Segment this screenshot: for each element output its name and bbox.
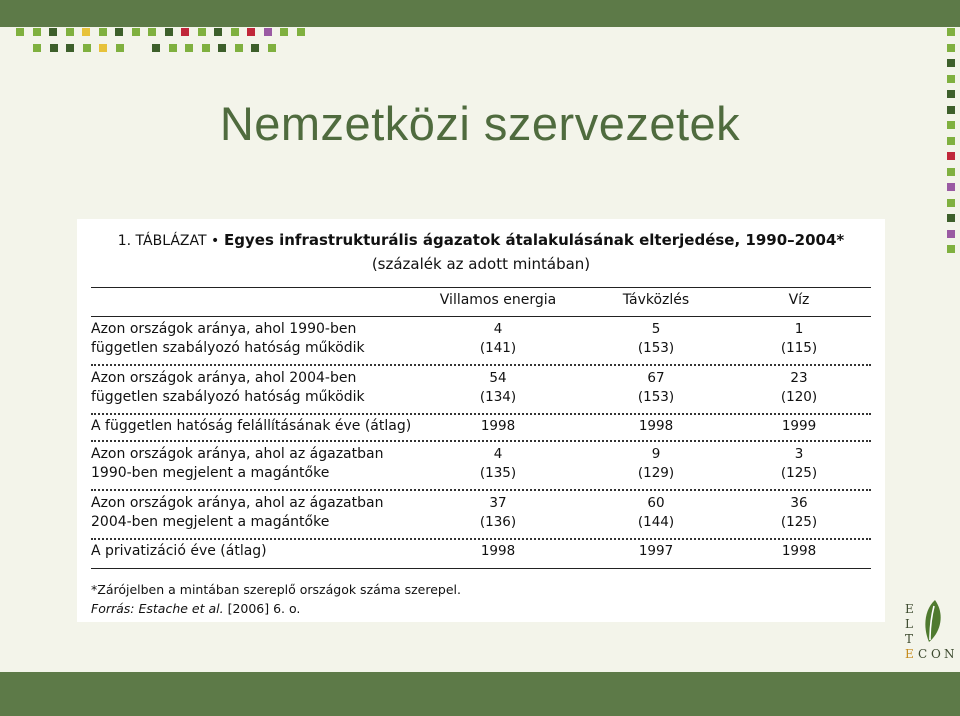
decorative-square (83, 44, 91, 52)
cell-value: 1997 (638, 543, 674, 559)
cell-value: 36 (790, 495, 808, 511)
row-separator (91, 489, 871, 491)
rule-top (91, 287, 871, 288)
cell-value: 67 (647, 370, 665, 386)
cell-sample-size: (144) (637, 514, 675, 530)
decorative-square (297, 28, 305, 36)
decorative-square (247, 28, 255, 36)
cell-value: 9 (651, 446, 661, 462)
row-separator (91, 413, 871, 415)
elte-econ-logo (902, 598, 960, 666)
cell-value: 23 (790, 370, 808, 386)
decorative-square (66, 28, 74, 36)
footnote: *Zárójelben a mintában szereplő országok száma szerepel. (91, 582, 461, 597)
row-separator (91, 538, 871, 540)
decorative-square (132, 28, 140, 36)
row-label-line: független szabályozó hatóság működik (91, 389, 365, 405)
decorative-square (99, 28, 107, 36)
decorative-square (66, 44, 74, 52)
table-heading: Egyes infrastrukturális ágazatok átalakulásának elterjedése, 1990–2004* (224, 231, 845, 249)
decorative-square (280, 28, 288, 36)
cell-value: 5 (651, 321, 661, 337)
table-cell (596, 417, 716, 436)
cell-sample-size: (153) (637, 389, 675, 405)
table-cell (596, 445, 716, 483)
logo-letter: T (905, 632, 914, 646)
table-cell (739, 417, 859, 436)
cell-value: 54 (489, 370, 507, 386)
row-label-line: Azon országok aránya, ahol az ágazatban (91, 495, 384, 511)
decorative-square (185, 44, 193, 52)
table-cell (438, 542, 558, 561)
decorative-square (947, 245, 955, 253)
row-label-line: 2004-ben megjelent a magántőke (91, 514, 330, 530)
table-cell (438, 417, 558, 436)
decorative-square (181, 28, 189, 36)
table-cell (739, 542, 859, 561)
decorative-square (198, 28, 206, 36)
decorative-square (231, 28, 239, 36)
row-label-line: Azon országok aránya, ahol 1990-ben (91, 321, 357, 337)
decorative-square (947, 44, 955, 52)
table-cell (438, 494, 558, 532)
rule-bottom (91, 568, 871, 569)
row-label (91, 369, 365, 407)
logo-letter: E (905, 602, 914, 616)
decorative-square (165, 28, 173, 36)
row-label (91, 445, 383, 483)
column-header-water: Víz (788, 292, 810, 308)
decorative-square (947, 183, 955, 191)
decorative-square (16, 28, 24, 36)
decorative-square (947, 199, 955, 207)
source-prefix: Forrás: Estache et al. (91, 601, 224, 616)
decorative-square (947, 230, 955, 238)
table-cell (438, 320, 558, 358)
leaf-icon (921, 598, 945, 644)
decorative-square (947, 59, 955, 67)
row-label (91, 542, 267, 561)
cell-sample-size: (134) (479, 389, 517, 405)
decorative-square (50, 44, 58, 52)
decorative-square (264, 28, 272, 36)
decorative-square (49, 28, 57, 36)
decorative-square (33, 28, 41, 36)
row-label-line: A privatizáció éve (átlag) (91, 543, 267, 559)
column-header-telecom: Távközlés (622, 292, 690, 308)
table-cell (739, 494, 859, 532)
table-cell (438, 369, 558, 407)
row-label-line: Azon országok aránya, ahol az ágazatban (91, 446, 384, 462)
cell-value: 1998 (480, 418, 516, 434)
cell-value: 1999 (781, 418, 817, 434)
row-separator (91, 364, 871, 366)
decorative-square (947, 75, 955, 83)
table-title (77, 231, 885, 249)
table-image (77, 219, 885, 622)
row-label-line: A független hatóság felállításának éve (átlag) (91, 418, 412, 434)
cell-sample-size: (141) (479, 340, 517, 356)
cell-sample-size: (120) (780, 389, 818, 405)
cell-value: 1998 (781, 543, 817, 559)
row-label (91, 320, 365, 358)
rule-header (91, 316, 871, 317)
decorative-square (202, 44, 210, 52)
cell-value: 37 (489, 495, 507, 511)
cell-sample-size: (125) (780, 514, 818, 530)
bottom-bar (0, 672, 960, 716)
top-bar (0, 0, 960, 27)
logo-letter: N (944, 647, 955, 661)
cell-value: 60 (647, 495, 665, 511)
decorative-square (116, 44, 124, 52)
cell-sample-size: (129) (637, 465, 675, 481)
decorative-square (251, 44, 259, 52)
row-separator (91, 440, 871, 442)
source-note (91, 601, 300, 616)
table-cell (438, 445, 558, 483)
decorative-square (947, 168, 955, 176)
column-header-electricity: Villamos energia (439, 292, 557, 308)
decorative-square (947, 152, 955, 160)
table-cell (596, 369, 716, 407)
cell-sample-size: (115) (780, 340, 818, 356)
decorative-square (214, 28, 222, 36)
table-cell (739, 445, 859, 483)
decorative-square (82, 28, 90, 36)
row-label-line: 1990-ben megjelent a magántőke (91, 465, 330, 481)
cell-sample-size: (136) (479, 514, 517, 530)
slide-title: Nemzetközi szervezetek (219, 97, 741, 150)
row-label (91, 494, 383, 532)
table-cell (596, 494, 716, 532)
decorative-square (33, 44, 41, 52)
logo-letter: E (905, 647, 914, 661)
decorative-square (268, 44, 276, 52)
logo-letter: C (918, 647, 928, 661)
cell-sample-size: (125) (780, 465, 818, 481)
decorative-square (115, 28, 123, 36)
cell-value: 1 (794, 321, 804, 337)
table-cell (739, 320, 859, 358)
logo-letter: L (905, 617, 913, 631)
cell-value: 1998 (638, 418, 674, 434)
table-cell (596, 320, 716, 358)
decorative-square (152, 44, 160, 52)
cell-value: 1998 (480, 543, 516, 559)
table-cell (596, 542, 716, 561)
decorative-square (218, 44, 226, 52)
decorative-square (947, 214, 955, 222)
decorative-square (99, 44, 107, 52)
cell-sample-size: (135) (479, 465, 517, 481)
logo-letter: O (931, 647, 941, 661)
decorative-square (169, 44, 177, 52)
decorative-square (148, 28, 156, 36)
decorative-square (947, 28, 955, 36)
cell-sample-size: (153) (637, 340, 675, 356)
cell-value: 3 (794, 446, 804, 462)
table-label: 1. TÁBLÁZAT • (117, 233, 220, 249)
table-cell (739, 369, 859, 407)
decorative-square (235, 44, 243, 52)
cell-value: 4 (493, 446, 503, 462)
row-label-line: Azon országok aránya, ahol 2004-ben (91, 370, 357, 386)
row-label-line: független szabályozó hatóság működik (91, 340, 365, 356)
table-subtitle: (százalék az adott mintában) (371, 255, 591, 273)
source-rest: [2006] 6. o. (227, 601, 301, 616)
row-label (91, 417, 411, 436)
cell-value: 4 (493, 321, 503, 337)
